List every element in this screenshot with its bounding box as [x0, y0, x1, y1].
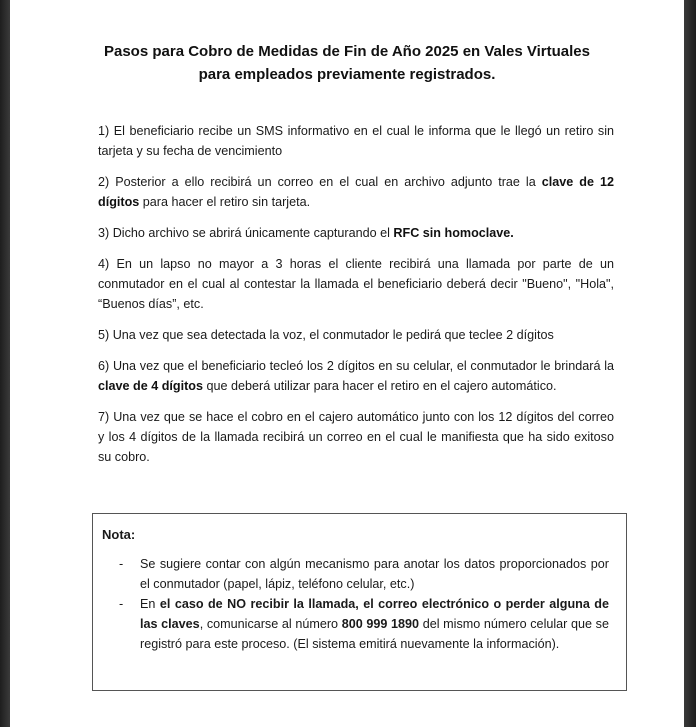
note-title: Nota: [102, 527, 136, 542]
step-6-bold: clave de 4 dígitos [98, 379, 203, 393]
steps-list [98, 121, 614, 478]
title-line-2: para empleados previamente registrados. [198, 66, 496, 83]
step-6 [98, 356, 614, 396]
note-item-2 [119, 594, 609, 654]
note-item-1-text: Se sugiere contar con algún mecanismo para anotar los datos proporcionados por el conmutador (papel, lápiz, teléfono celular, etc.) [140, 557, 609, 591]
document-title [50, 40, 644, 86]
bullet-dash: - [119, 557, 124, 571]
note-item-2-text-a: En [140, 597, 160, 611]
note-list [119, 554, 609, 654]
step-2 [98, 172, 614, 212]
note-item-1 [119, 554, 609, 594]
note-item-2-phone-number: 800 999 1890 [341, 617, 420, 631]
step-2-bold: clave de 12 dígitos [98, 175, 614, 209]
step-2-text-a: 2) Posterior a ello recibirá un correo en el cual en archivo adjunto trae la [98, 175, 542, 189]
step-3 [98, 223, 614, 243]
step-5: 5) Una vez que sea detectada la voz, el conmutador le pedirá que teclee 2 dígitos [98, 328, 554, 342]
step-2-text-c: para hacer el retiro sin tarjeta. [139, 195, 311, 209]
step-3-bold: RFC sin homoclave. [393, 226, 514, 240]
step-7: 7) Una vez que se hace el cobro en el cajero automático junto con los 12 dígitos del correo y los 4 dígitos de la llamada recibirá un correo en el cual le manifiesta que ha sido exitoso su cobro. [98, 410, 614, 464]
step-6-text-a: 6) Una vez que el beneficiario tecleó los 2 dígitos en su celular, el conmutador le brindará la [98, 359, 614, 373]
document-page [10, 0, 684, 727]
left-shadow-edge [0, 0, 10, 727]
title-line-1: Pasos para Cobro de Medidas de Fin de Año 2025 en Vales Virtuales [103, 43, 590, 60]
note-item-2-text-c: , comunicarse al número [199, 617, 342, 631]
step-4: 4) En un lapso no mayor a 3 horas el cliente recibirá una llamada por parte de un conmutador en el cual al contestar la llamada el beneficiario deberá decir "Bueno", "Hola", “Buenos días”, etc. [98, 257, 614, 311]
note-item-2-bold-condition: el caso de NO recibir la llamada, el correo electrónico o perder alguna de las claves [140, 597, 609, 631]
step-1: 1) El beneficiario recibe un SMS informativo en el cual le informa que le llegó un retiro sin tarjeta y su fecha de vencimiento [98, 124, 614, 158]
step-3-text-a: 3) Dicho archivo se abrirá únicamente capturando el [98, 226, 394, 240]
step-6-text-c: que deberá utilizar para hacer el retiro en el cajero automático. [203, 379, 557, 393]
note-box [92, 513, 627, 691]
right-shadow-edge [684, 0, 696, 727]
bullet-dash: - [119, 597, 124, 611]
note-item-2-text-e: del mismo número celular que se registró para este proceso. (El sistema emitirá nuevamente la información). [140, 617, 609, 651]
